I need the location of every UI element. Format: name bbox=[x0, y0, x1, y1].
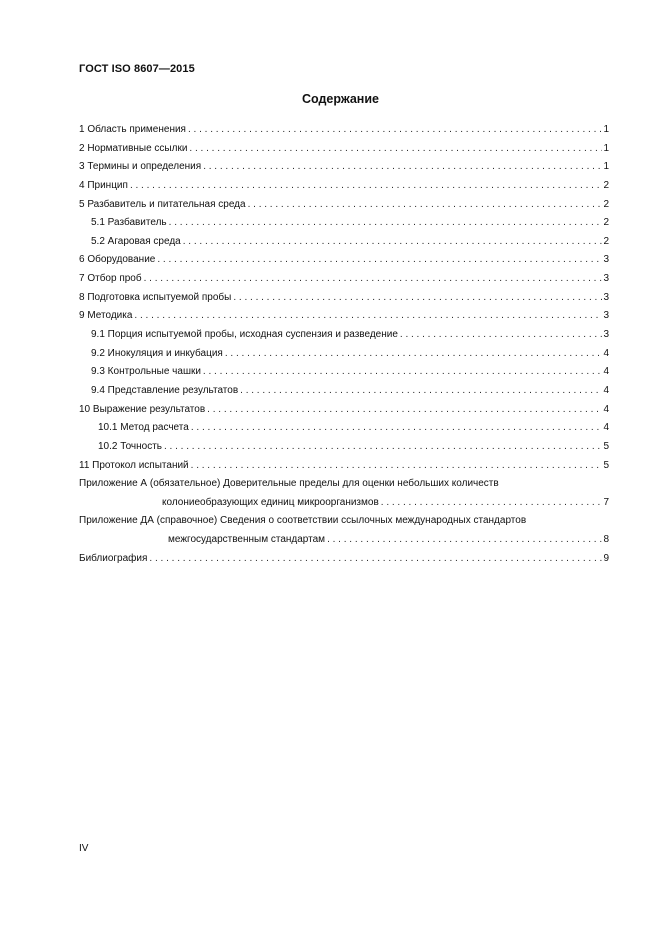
toc-entry-title: 9.2 Инокуляция и инкубация bbox=[91, 347, 223, 359]
page-number: 1 bbox=[603, 161, 609, 173]
page-number: 8 bbox=[603, 534, 609, 546]
leader-dots bbox=[188, 121, 602, 140]
page-number: 4 bbox=[603, 422, 609, 434]
toc-entry-title: 10.1 Метод расчета bbox=[98, 422, 189, 434]
leader-dots bbox=[169, 214, 603, 233]
toc-entry[interactable] bbox=[79, 121, 609, 140]
toc-entry-title: 5.1 Разбавитель bbox=[91, 217, 167, 229]
toc-entry-title: 3 Термины и определения bbox=[79, 161, 202, 173]
toc-entry-title: 10 Выражение результатов bbox=[79, 403, 206, 415]
toc-entry-title: 8 Подготовка испытуемой пробы bbox=[79, 291, 232, 303]
toc-entry[interactable] bbox=[79, 196, 609, 215]
toc-entry-title: 7 Отбор проб bbox=[79, 273, 142, 285]
page-number: 3 bbox=[603, 291, 609, 303]
page-number: 1 bbox=[603, 124, 609, 135]
page-number: 5 bbox=[603, 459, 609, 471]
leader-dots bbox=[157, 251, 602, 270]
toc-entry[interactable] bbox=[79, 326, 609, 345]
leader-dots bbox=[240, 382, 602, 401]
toc-entry[interactable] bbox=[79, 233, 609, 252]
leader-dots bbox=[203, 158, 602, 177]
page-title: Содержание bbox=[301, 92, 379, 106]
toc-entry-title: 6 Оборудование bbox=[79, 254, 156, 266]
toc-entry-title: 11 Протокол испытаний bbox=[79, 459, 189, 471]
toc-entry[interactable] bbox=[79, 270, 609, 289]
leader-dots bbox=[134, 307, 602, 326]
appendix-da-entry[interactable] bbox=[79, 512, 609, 549]
toc-entry[interactable] bbox=[79, 401, 609, 420]
leader-dots bbox=[203, 363, 603, 382]
toc-entry[interactable] bbox=[79, 382, 609, 401]
toc-entry[interactable] bbox=[79, 251, 609, 270]
page-number: 2 bbox=[603, 198, 609, 210]
toc-entry[interactable] bbox=[79, 307, 609, 326]
toc-entry[interactable] bbox=[79, 345, 609, 364]
leader-dots bbox=[400, 326, 603, 345]
page-number: 3 bbox=[603, 273, 609, 285]
page-number: 7 bbox=[603, 496, 609, 508]
leader-dots bbox=[381, 494, 603, 513]
toc-entry-title: 2 Нормативные ссылки bbox=[79, 142, 188, 154]
appendix-a-entry[interactable] bbox=[79, 475, 609, 512]
toc-entry[interactable] bbox=[79, 177, 609, 196]
leader-dots bbox=[248, 196, 603, 215]
page-number: 2 bbox=[603, 235, 609, 247]
page-number: 3 bbox=[603, 310, 609, 322]
table-of-contents bbox=[79, 121, 609, 568]
toc-entry[interactable] bbox=[79, 140, 609, 159]
toc-entry[interactable] bbox=[79, 457, 609, 476]
toc-entry-title: 9.1 Порция испытуемой пробы, исходная суспензия и разведение bbox=[91, 329, 398, 341]
leader-dots bbox=[164, 438, 602, 457]
page-number: 9 bbox=[603, 552, 609, 564]
appendix-a-subtitle: колониеобразующих единиц микроорганизмов bbox=[162, 496, 379, 508]
leader-dots bbox=[130, 177, 603, 196]
page-number: 4 bbox=[603, 384, 609, 396]
page-number: 1 bbox=[603, 142, 609, 154]
appendix-da-subtitle: межгосударственным стандартам bbox=[168, 534, 326, 546]
page-number: 2 bbox=[603, 179, 609, 191]
toc-entry-title: 4 Принцип bbox=[79, 179, 128, 191]
toc-entry[interactable] bbox=[79, 363, 609, 382]
toc-entry-title: 10.2 Точность bbox=[98, 440, 162, 452]
page-number: 4 bbox=[603, 403, 609, 415]
leader-dots bbox=[191, 457, 603, 476]
leader-dots bbox=[207, 401, 602, 420]
leader-dots bbox=[225, 345, 603, 364]
appendix-da-title: Приложение ДА (справочное) Сведения о соответствии ссылочных международных стандартов bbox=[79, 515, 527, 527]
appendix-a-title: Приложение А (обязательное) Доверительные пределы для оценки небольших количеств bbox=[79, 478, 499, 490]
toc-entry-title: Библиография bbox=[79, 552, 148, 564]
toc-entry[interactable] bbox=[79, 438, 609, 457]
toc-entry-title: 9.4 Представление результатов bbox=[91, 384, 239, 396]
leader-dots bbox=[144, 270, 603, 289]
document-code: ГОСТ ISO 8607—2015 bbox=[79, 63, 195, 75]
toc-entry-title: 5.2 Агаровая среда bbox=[91, 235, 181, 247]
leader-dots bbox=[233, 289, 602, 308]
page-number: 4 bbox=[603, 347, 609, 359]
leader-dots bbox=[191, 419, 603, 438]
toc-entry[interactable] bbox=[79, 158, 609, 177]
leader-dots bbox=[189, 140, 602, 159]
bibliography-entry[interactable] bbox=[79, 550, 609, 569]
toc-entry-title: 9.3 Контрольные чашки bbox=[91, 366, 201, 378]
page-number: 3 bbox=[603, 254, 609, 266]
page-number: 2 bbox=[603, 217, 609, 229]
leader-dots bbox=[149, 550, 602, 569]
toc-entry[interactable] bbox=[79, 419, 609, 438]
page-number: 5 bbox=[603, 440, 609, 452]
leader-dots bbox=[183, 233, 603, 252]
page-number: 4 bbox=[603, 366, 609, 378]
toc-entry[interactable] bbox=[79, 289, 609, 308]
toc-entry[interactable] bbox=[79, 214, 609, 233]
toc-entry-title: 5 Разбавитель и питательная среда bbox=[79, 198, 246, 210]
page-number: 3 bbox=[603, 329, 609, 341]
toc-entry-title: 9 Методика bbox=[79, 310, 133, 322]
toc-entry-title: 1 Область применения bbox=[79, 124, 186, 135]
page-footer-number: IV bbox=[79, 843, 89, 854]
leader-dots bbox=[327, 531, 602, 550]
